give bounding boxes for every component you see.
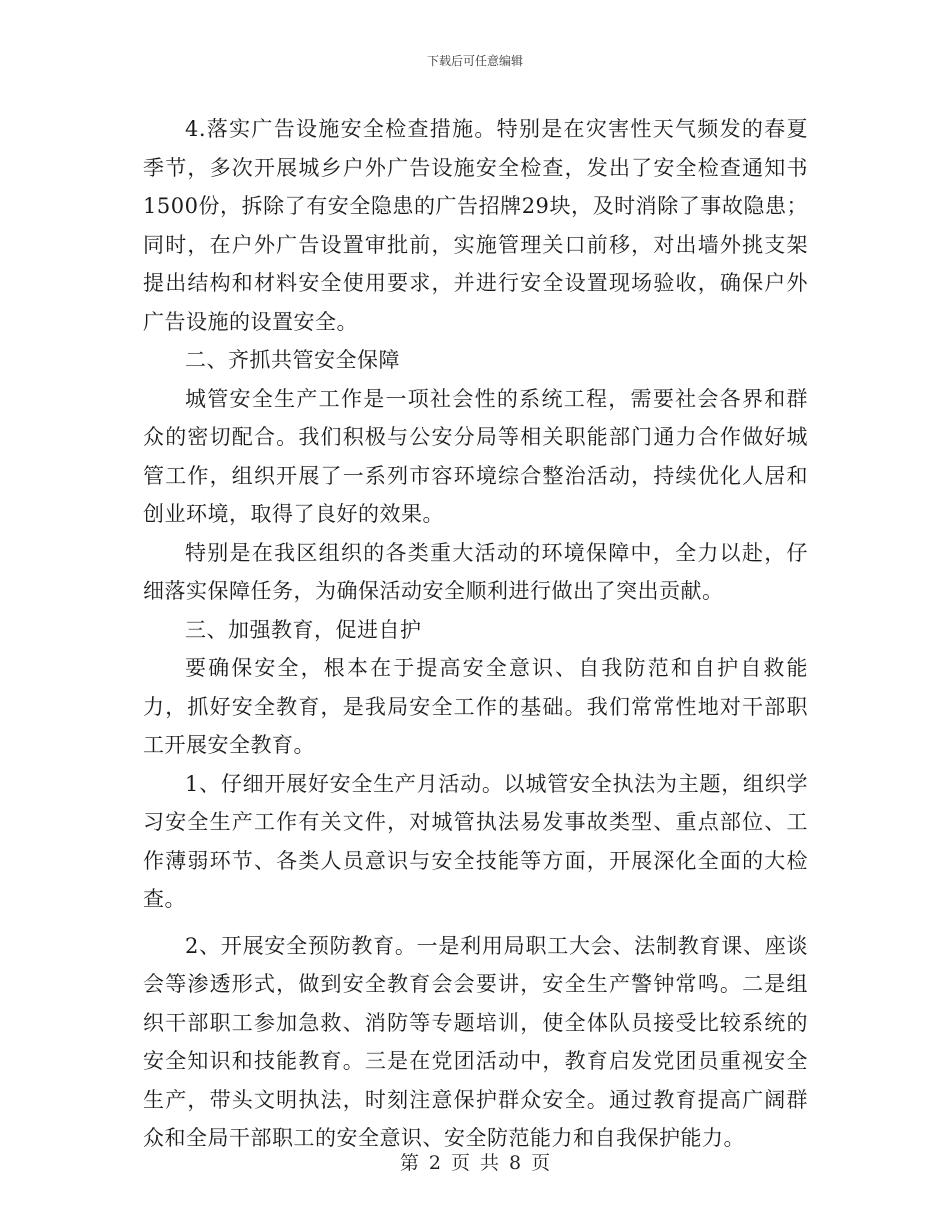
paragraph-safety-awareness: 要确保安全，根本在于提高安全意识、自我防范和自护自救能力，抓好安全教育，是我局安全工作的基础。我们常常性地对干部职工开展安全教育。: [143, 656, 808, 757]
document-body: [143, 110, 808, 1158]
paragraph-major-events: 特别是在我区组织的各类重大活动的环境保障中，全力以赴，仔细落实保障任务，为确保活动安全顺利进行做出了突出贡献。: [143, 540, 808, 603]
section-heading-2: 二、齐抓共管安全保障: [185, 348, 400, 372]
paragraph-safety-month: 1、仔细开展好安全生产月活动。以城管安全执法为主题，组织学习安全生产工作有关文件，对城管执法易发事故类型、重点部位、工作薄弱环节、各类人员意识与安全技能等方面，开展深化全面的大检查。: [143, 771, 808, 911]
page-header: 下载后可任意编辑: [426, 54, 523, 68]
paragraph-prevention-education: 2、开展安全预防教育。一是利用局职工大会、法制教育课、座谈会等渗透形式，做到安全教育会会要讲，安全生产警钟常鸣。二是组织干部职工参加急救、消防等专题培训，使全体队员接受比较系统的安全知识和技能教育。三是在党团活动中，教育启发党团员重视安全生产，带头文明执法，时刻注意保护群众安全。通过教育提高广阔群众和全局干部职工的安全意识、安全防范能力和自我保护能力。: [143, 933, 808, 1150]
paragraph-ad-facility-inspection: 4.落实广告设施安全检查措施。特别是在灾害性天气频发的春夏季节，多次开展城乡户外广告设施安全检查，发出了安全检查通知书1500份，拆除了有安全隐患的广告招牌29块，及时消除了事故隐患；同时，在户外广告设置审批前，实施管理关口前移，对出墙外挑支架提出结构和材料安全使用要求，并进行安全设置现场验收，确保户外广告设施的设置安全。: [143, 117, 808, 334]
paragraph-cooperation: 城管安全生产工作是一项社会性的系统工程，需要社会各界和群众的密切配合。我们积极与公安分局等相关职能部门通力合作做好城管工作，组织开展了一系列市容环境综合整治活动，持续优化人居和创业环境，取得了良好的效果。: [143, 386, 808, 526]
section-heading-3: 三、加强教育，促进自护: [185, 617, 422, 642]
page-number: 第 2 页 共 8 页: [399, 1152, 551, 1174]
